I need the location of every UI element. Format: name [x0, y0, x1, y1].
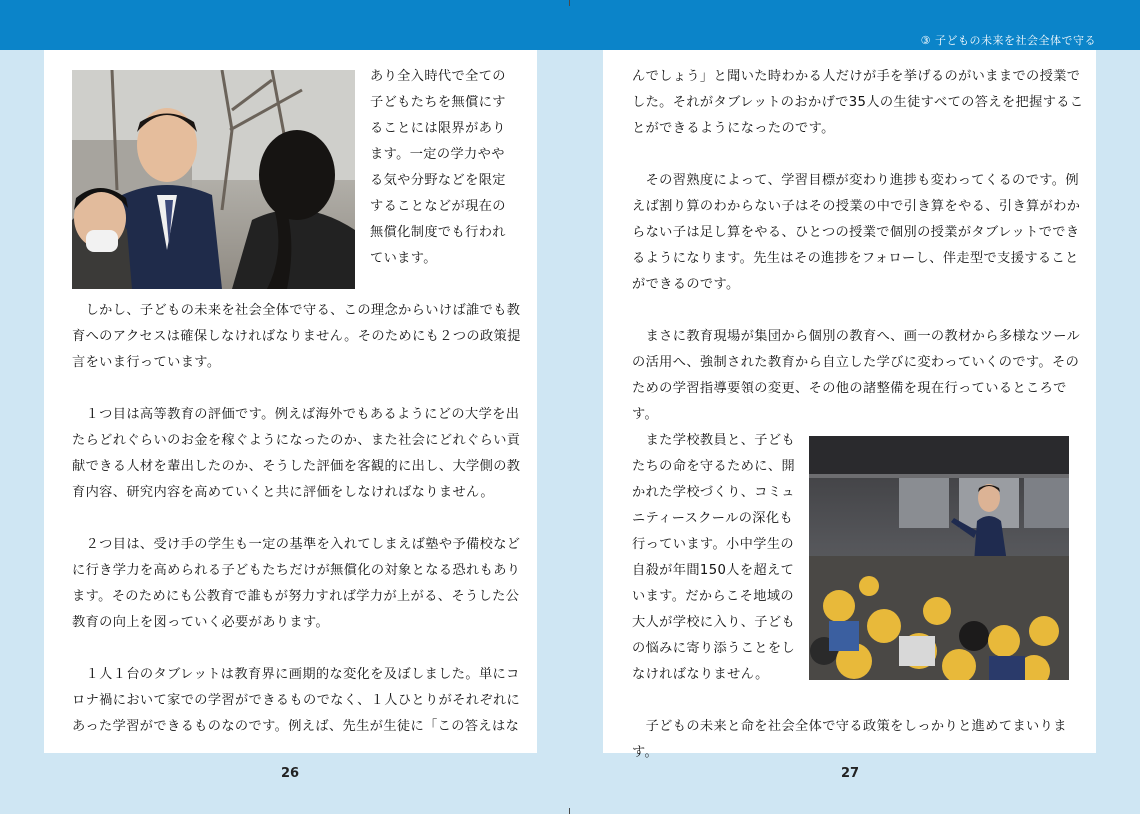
left-wrap-text: [370, 64, 520, 272]
right-closing: [632, 714, 1092, 766]
text-line: る気や分野などを限定: [370, 173, 506, 188]
text-line: 子どもの未来と命を社会全体で守る政策をしっかりと進めてまいります。: [632, 719, 1067, 760]
text-line: 子どもたちを無償にす: [370, 95, 506, 110]
center-crop-mark: [569, 0, 570, 6]
text-line: １つ目は高等教育の評価です。例えば海外でもあるようにどの大学を出: [72, 407, 520, 422]
right-paragraph-2: [632, 168, 1092, 298]
text-line: また学校教員と、子ども: [632, 433, 796, 448]
page-number-left: 26: [280, 766, 300, 781]
text-line: ています。: [370, 251, 437, 266]
text-line: １人１台のタブレットは教育界に画期的な変化を及ぼしました。単にコ: [72, 667, 520, 682]
section-label: ③ 子どもの未来を社会全体で守る: [920, 34, 1096, 47]
text-line: に行き学力を高められる子どもたちだけが無償化の対象となる恐れもあり: [72, 563, 521, 578]
text-line: とができるようになったのです。: [632, 121, 835, 136]
text-line: した。それがタブレットのおかげで35人の生徒すべての答えを把握するこ: [632, 95, 1084, 110]
text-line: の活用へ、強制された教育から自立した学びに変わっていくのです。その: [632, 355, 1080, 370]
text-line: まさに教育現場が集団から個別の教育へ、画一の教材から多様なツール: [632, 329, 1081, 344]
text-line: るようになります。先生はその進捗をフォローし、伴走型で支援すること: [632, 251, 1079, 266]
text-line: らない子は足し算をやる、ひとつの授業で個別の授業がタブレットででき: [632, 225, 1080, 240]
left-paragraph-1: [72, 298, 532, 376]
text-line: 大人が学校に入り、子ども: [632, 615, 796, 630]
photo-speaking-to-schoolchildren: [809, 436, 1069, 680]
center-crop-mark-bottom: [569, 808, 570, 814]
text-line: います。だからこそ地域の: [632, 589, 794, 604]
text-line: 教育の向上を図っていく必要があります。: [72, 615, 330, 630]
text-line: えば割り算のわからない子はその授業の中で引き算をやる、引き算がわか: [632, 199, 1081, 214]
text-line: なければなりません。: [632, 667, 769, 682]
text-line: たちの命を守るために、開: [632, 459, 796, 474]
text-line: することなどが現在の: [370, 199, 506, 214]
text-line: 行っています。小中学生の: [632, 537, 794, 552]
text-line: 献できる人材を輩出したのか、そうした評価を客観的に出し、大学側の教: [72, 459, 521, 474]
text-line: あった学習ができるものなのです。例えば、先生が生徒に「この答えはな: [72, 719, 520, 734]
text-line: 育へのアクセスは確保しなければなりません。そのためにも２つの政策提: [72, 329, 521, 344]
text-line: しかし、子どもの未来を社会全体で守る、この理念からいけば誰でも教: [72, 303, 521, 318]
header-bar: [0, 0, 1140, 50]
text-line: ることには限界があり: [370, 121, 506, 136]
text-line: 無償化制度でも行われ: [370, 225, 506, 240]
text-line: 自殺が年間150人を超えて: [632, 563, 795, 578]
text-line: の悩みに寄り添うことをし: [632, 641, 796, 656]
text-line: ための学習指導要領の変更、その他の諸整備を現在行っているところです。: [632, 381, 1067, 422]
left-paragraph-4: [72, 662, 532, 740]
text-line: ニティースクールの深化も: [632, 511, 794, 526]
text-line: 育内容、研究内容を高めていくと共に評価をしなければなりません。: [72, 485, 495, 500]
left-paragraph-3: [72, 532, 532, 636]
text-line: 言をいま行っています。: [72, 355, 221, 370]
right-paragraph-1: [632, 64, 1092, 142]
right-paragraph-3: [632, 324, 1092, 428]
text-line: ロナ禍において家での学習ができるものでなく、１人ひとりがそれぞれに: [72, 693, 521, 708]
text-line: んでしょう」と聞いた時わかる人だけが手を挙げるのがいままでの授業で: [632, 69, 1081, 84]
text-line: ます。一定の学力やや: [370, 147, 505, 162]
left-paragraph-2: [72, 402, 532, 506]
text-line: たらどれぐらいのお金を稼ぐようになったのか、また社会にどれぐらい貢: [72, 433, 521, 448]
text-line: その習熟度によって、学習目標が変わり進捗も変わってくるのです。例: [632, 173, 1079, 188]
text-line: あり全入時代で全ての: [370, 69, 506, 84]
text-line: ２つ目は、受け手の学生も一定の基準を入れてしまえば塾や予備校など: [72, 537, 521, 552]
text-line: ます。そのためにも公教育で誰もが努力すれば学力が上がる、そうした公: [72, 589, 520, 604]
right-wrap-text: [632, 428, 802, 688]
text-line: ができるのです。: [632, 277, 740, 292]
text-line: かれた学校づくり、コミュ: [632, 485, 795, 500]
page-number-right: 27: [840, 766, 860, 781]
photo-politician-with-students: [72, 70, 355, 289]
